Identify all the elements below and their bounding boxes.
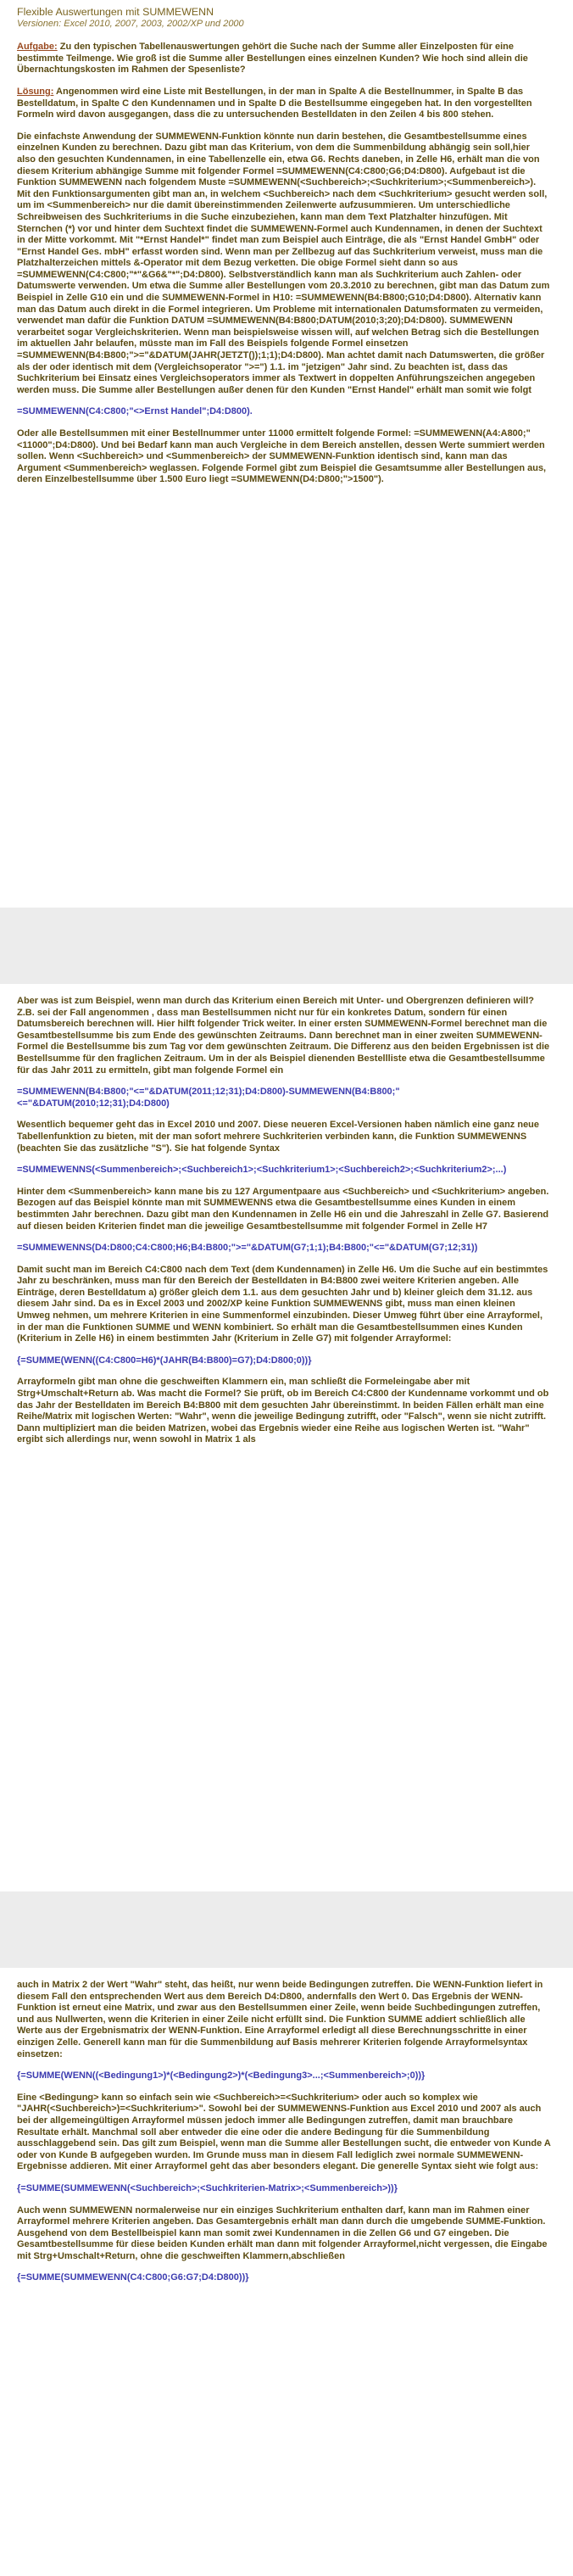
solution-label: Lösung: [17,86,54,97]
page-1 [0,0,573,908]
body-paragraph: Hinter dem <Summenbereich> kann mane bis zu 127 Argumentpaare aus <Suchbereich> und <Suchkriterium> angeben. Bezogen auf das Beispiel könnte man mit SUMMEWENNS etwa die Gesamtbestellsumme eines Kunden in einem bestimmten Jahr berechnen. Dazu gibt man den Kundennamen in Zelle H6 ein und die Jahreszahl in Zelle G7. Basierend auf diesen beiden Kriterien findet man die jeweilige Gesamtbestellsumme mit folgender Formel in Zelle H7 [17,1186,549,1232]
solution-text: Angenommen wird eine Liste mit Bestellungen, in der man in Spalte A die Bestellnummer, in Spalte B das Bestelldatum, in Spalte C den Kundennamen und in Spalte D die Bestellsumme eingegeben hat. In den vorgestellten Formeln wird davon ausgegangen, dass die zu untersuchenden Bestelldaten in den Zeilen 4 bis 800 stehen. [17,86,532,120]
formula: =SUMMEWENNS(<Summenbereich>;<Suchbereich1>;<Suchkriterium1>;<Suchbereich2>;<Suchkriterium2>;...) [17,1165,507,1176]
body-paragraph: Die einfachste Anwendung der SUMMEWENN-Funktion könnte nun darin bestehen, die Gesamtbestellsumme eines einzelnen Kunden zu berechnen. Dazu gibt man das Kriterium, von dem die Summenbildung abhängig sein soll,hier also den gesuchten Kundennamen, in eine Tabellenzelle ein, etwa G6. Rechts daneben, in Zelle H6, erhält man die von diesem Kriterium abhängige Summe mit folgender Formel =SUMMEWENN(C4:C800;G6;D4:D800). Aufgebaut ist die Funktion SUMMEWENN nach folgendem Muste =SUMMEWENN(<Suchbereich>;<Suchkriterium>;<Summenbereich>). Mit den Funktionsargumenten gibt man an, in welchem <Suchbereich> nach dem <Suchkriterium> gesucht werden soll, um im <Summenbereich> nur die damit übereinstimmenden Zeilenwerte aufzusummieren. Um unterschiedliche Schreibweisen des Suchkriteriums in die Suche einzubeziehen, kann man dem Text Platzhalter hinzufügen. Mit Sternchen (*) vor und hinter dem Suchtext findet die SUMMEWENN-Formel auch Kundennamen, in denen der Suchtext in der Mitte vorkommt. Mit "*Ernst Handel*" findet man zum Beispiel auch Einträge, die als "Ernst Handel GmbH" oder "Ernst Handel Ges. mbH" erfasst worden sind. Wenn man per Zellbezug auf das Suchkriterium verweist, muss man die Platzhalterzeichen mittels &-Operator mit dem Bezug verketten. Die obige Formel sieht dann so aus =SUMMEWENN(C4:C800;"*"&G6&"*";D4:D800). Selbstverständlich kann man als Suchkriterium auch Zahlen- oder Datumswerte verwenden. Um etwa die Summe aller Bestellungen vom 20.3.2010 zu berechnen, gibt man das Datum zum Beispiel in Zelle G10 ein und die SUMMEWENN-Formel in H10: =SUMMEWENN(B4:B800;G10;D4:D800). Alternativ kann man das Datum auch direkt in die Formel integrieren. Um Probleme mit internationalen Datumsformaten zu vermeiden, verwendet man dafür die Funktion DATUM =SUMMEWENN(B4:B800;DATUM(2010;3;20);D4:D800). SUMMEWENN verarbeitet sogar Vergleichskriterien. Wenn man beispielsweise wissen will, auf welchen Betrag sich die Bestellungen im aktuellen Jahr belaufen, müsste man im Fall des Beispiels folgende Formel einsetzen =SUMMEWENN(B4:B800;">="&DATUM(JAHR(JETZT());1;1);D4:D800). Man achtet damit nach Datumswerten, die größer als der oder identisch mit dem (Vergleichsoperator ">=") 1.1. im "jetzigen" Jahr sind. Zu beachten ist, dass das Suchkriterium bei Einsatz eines Vergleichsoperators immer als Textwert in doppelten Anführungszeichen angegeben werden muss. Die Summe aller Bestellungen außer denen für den Kunden "Ernst Handel" erhält man somit wie folgt [17,131,550,395]
page-3 [0,1968,573,2576]
page-1-content [17,7,551,496]
document-title: Flexible Auswertungen mit SUMMEWENN [17,6,214,18]
task-paragraph [17,42,551,76]
page-separator [0,1891,573,1968]
document-subtitle: Versionen: Excel 2010, 2007, 2003, 2002/XP und 2000 [17,18,244,29]
formula: {=SUMME(SUMMEWENN(C4:C800;G6:G7;D4:D800))} [17,2272,249,2283]
body-paragraph: Oder alle Bestellsummen mit einer Bestellnummer unter 11000 ermittelt folgende Formel: =SUMMEWENN(A4:A800;"<11000";D4:D800). Und bei Bedarf kann man auch Vergleiche in dem Bereich anstellen, dessen Werte summiert werden sollen. Wenn <Suchbereich> und <Summenbereich> der SUMMEWENN-Funktion identisch sind, kann man das Argument <Summenbereich> weglassen. Folgende Formel gibt zum Beispiel die Gesamtsumme aller Bestellungen aus, deren Einzelbestellsumme über 1.500 Euro liegt =SUMMEWENN(D4:D800;">1500"). [17,428,547,485]
body-paragraph: Auch wenn SUMMEWENN normalerweise nur ein einziges Suchkriterium enthalten darf, kann man im Rahmen einer Arrayformel mehrere Kriterien angeben. Das Gesamtergebnis erhält man dann durch die umgebende SUMME-Funktion. Ausgehend von dem Bestellbeispiel kann man somit zwei Kundennamen in die Zellen G6 und G7 eingeben. Die Gesamtbestellsumme für diese beiden Kunden erhält man dann mit folgender Arrayformel,nicht vergessen, die Eingabe mit Strg+Umschalt+Return, ohne die geschweiften Klammern,abschließen [17,2204,548,2261]
formula: {=SUMME(WENN((C4:C800=H6)*(JAHR(B4:B800)=G7);D4:D800;0))} [17,1355,312,1366]
page-2-content [17,996,551,1456]
formula: =SUMMEWENN(B4:B800;"<="&DATUM(2011;12;31);D4:D800)-SUMMEWENN(B4:B800;"<="&DATUM(2010;12;31);D4:D800) [17,1087,400,1109]
task-text: Zu den typischen Tabellenauswertungen gehört die Suche nach der Summe aller Einzelposten für eine bestimmte Teilmenge. Wie groß ist die Summe aller Bestellungen eines einzelnen Kunden? Wie hoch sind allein die Übernachtungskosten im Rahmen der Spesenliste? [17,42,528,75]
body-paragraph: Aber was ist zum Beispiel, wenn man durch das Kriterium einen Bereich mit Unter- und Obergrenzen definieren will? Z.B. sei der Fall angenommen , dass man Bestellsummen nicht nur für ein konkretes Datum, sondern für einen Datumsbereich berechnen will. Hier hilft folgender Trick weiter. In einer ersten SUMMEWENN-Formel berechnet man die Gesamtbestellsumme bis zum Ende des gewünschten Zeitraums. Dann berechnet man in einer zweiten SUMMEWENN-Formel die Bestellsumme bis zum Tag vor dem gewünschten Zeitraum. Die Differenz aus den beiden Ergebnissen ist die Bestellsumme für den fraglichen Zeitraum. Um in der als Beispiel dienenden Bestellliste etwa die Gesamtbestellsumme für das Jahr 2011 zu ermitteln, gibt man folgende Formel ein [17,996,550,1076]
body-paragraph: Wesentlich bequemer geht das in Excel 2010 und 2007. Diese neueren Excel-Versionen haben nämlich eine ganz neue Tabellenfunktion zu bieten, mit der man sofort mehrere Suchkriterien verbinden kann, die Funktion SUMMEWENNS (beachten Sie das zusätzliche "S"). Sie hat folgende Syntax [17,1120,540,1154]
formula: {=SUMME(SUMMEWENN(<Suchbereich>;<Suchkriterien-Matrix>;<Summenbereich>))} [17,2182,398,2193]
page-3-content [17,1980,551,2294]
task-label: Aufgabe: [17,42,58,53]
body-paragraph: Eine <Bedingung> kann so einfach sein wie <Suchbereich>=<Suchkriterium> oder auch so komplex wie "JAHR(<Suchbereich>)=<Suchkriterium>". Sowohl bei der SUMMEWENNS-Funktion aus Excel 2010 und 2007 als auch bei der allgemeingültigen Arrayformel müssen jedoch immer alle Bedingungen zutreffen, damit man brauchbare Resultate erhält. Manchmal soll aber entweder die eine oder die andere Bedingung für die Summenbildung ausschlaggebend sein. Das gilt zum Beispiel, wenn man die Summe aller Bestellungen sucht, die entweder von Kunde A oder von Kunde B aufgegeben wurden. Im Grunde muss man in diesem Fall lediglich zwei normale SUMMEWENN-Ergebnisse addieren. Mit einer Arrayformel geht das aber besonders elegant. Die generelle Syntax sieht wie folgt aus: [17,2092,551,2172]
page-2 [0,984,573,1891]
body-paragraph: Damit sucht man im Bereich C4:C800 nach dem Text (dem Kundennamen) in Zelle H6. Um die Suche auf ein bestimmtes Jahr zu beschränken, muss man für den Bereich der Bestelldaten in B4:B800 zwei weitere Kriterien angeben. Alle Einträge, deren Bestelldatum a) größer gleich dem 1.1. aus dem gesuchten Jahr und b) kleiner gleich dem 31.12. aus diesem Jahr sind. Da es in Excel 2003 und 2002/XP keine Funktion SUMMEWENNS gibt, muss man einen kleinen Umweg nehmen, um mehrere Kriterien in eine Summenformel einzubinden. Dieser Umweg führt über eine Arrayformel, in der man die Funktionen SUMME und WENN kombiniert. So erhält man die Gesamtbestellsummen eines Kunden (Kriterium in Zelle H6) in einem bestimmten Jahr (Kriterium in Zelle G7) mit folgender Arrayformel: [17,1264,548,1344]
body-paragraph: Arrayformeln gibt man ohne die geschweiften Klammern ein, man schließt die Formeleingabe aber mit Strg+Umschalt+Return ab. Was macht die Formel? Sie prüft, ob im Bereich C4:C800 der Kundenname vorkommt und ob das Jahr der Bestelldaten im Bereich B4:B800 mit dem gesuchten Jahr übereinstimmt. In beiden Fällen erhält man eine Reihe/Matrix mit logischen Werten: "Wahr", wenn die jeweilige Bedingung zutrifft, oder "Falsch", wenn sie nicht zutrifft. Dann multipliziert man die beiden Matrizen, wobei das Ergebnis wieder eine Reihe aus logischen Werten ist. "Wahr" ergibt sich allerdings nur, wenn sowohl in Matrix 1 als [17,1377,549,1445]
body-paragraph: auch in Matrix 2 der Wert "Wahr" steht, das heißt, nur wenn beide Bedingungen zutreffen. Die WENN-Funktion liefert in diesem Fall den entsprechenden Wert aus dem Bereich D4:D800, andernfalls den Wert 0. Das Ergebnis der WENN-Funktion ist erneut eine Matrix, und zwar aus den Bestellsummen einer Zeile, wenn beide Suchbedingungen zutreffen, und aus Nullwerten, wenn die Kriterien in einer Zeile nicht erfüllt sind. Die Funktion SUMME addiert schließlich alle Werte aus der Ergebnismatrix der WENN-Funktion. Eine Arrayformel erledigt all diese Berechnungsschritte in einer einzigen Zelle. Generell kann man für die Summenbildung auf Basis mehrerer Kriterien folgende Arrayformelsyntax einsetzen: [17,1980,543,2059]
formula: {=SUMME(WENN((<Bedingung1>)*(<Bedingung2>)*(<Bedingung3>...;<Summenbereich>;0))} [17,2070,426,2081]
formula: =SUMMEWENN(C4:C800;"<>Ernst Handel";D4:D800). [17,406,253,417]
page-separator [0,908,573,984]
solution-paragraph [17,87,551,121]
formula: =SUMMEWENNS(D4:D800;C4:C800;H6;B4:B800;">="&DATUM(G7;1;1);B4:B800;"<="&DATUM(G7;12;31)) [17,1243,478,1254]
